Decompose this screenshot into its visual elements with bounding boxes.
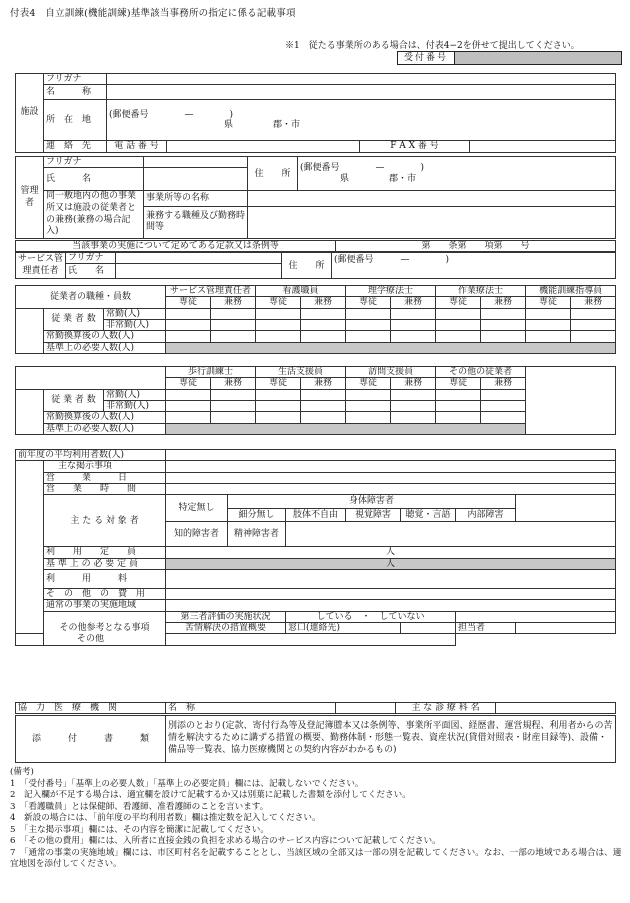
role-header: 作業療法士 [436, 286, 526, 297]
main-items-heading: 主な掲示事項 [44, 461, 166, 472]
shitai-label[interactable]: 肢体不自由 [286, 508, 346, 522]
capacity-label: 利 用 定 員 [44, 547, 166, 558]
required-grey-field [166, 342, 616, 353]
manager-city: 郡・市 [389, 173, 417, 184]
facility-furigana-label: フリガナ [44, 74, 107, 85]
facility-contact-label: 連 絡 先 [44, 141, 107, 152]
remark-item: 3 「看護職員」とは保健師、看護師、准看護師のことを言います。 [10, 801, 269, 812]
parttime-label: 非常勤(人) [104, 401, 166, 412]
window-label: 窓口(連絡先) [286, 623, 401, 634]
kenmu-label: 兼務 [391, 297, 436, 308]
kenmu-label: 兼務 [571, 297, 616, 308]
third-party-value[interactable]: している ・ していない [286, 611, 456, 622]
remark-item: 6 「その他の費用」欄には、入所者に直接金銭の負担を求める場合のサービス内容について記載してください。 [10, 836, 441, 847]
remark-item: 5 「主な掲示事項」欄には、その内容を簡潔に記載してください。 [10, 824, 269, 835]
required-grey-field [166, 423, 526, 434]
facility-address-field[interactable] [107, 100, 616, 141]
service-manager-address-field[interactable] [332, 253, 616, 279]
fte-label: 常勤換算後の人数(人) [44, 331, 166, 342]
facility-name-field[interactable] [107, 85, 616, 100]
remark-item: 1 「受付番号」「基準上の必要人数」「基準上の必要定員」欄には、記載しないでください。 [10, 778, 364, 789]
service-manager-furigana-field[interactable] [116, 253, 282, 264]
service-manager-name-label: 氏 名 [66, 264, 116, 279]
staff-table-1 [15, 285, 616, 354]
third-party-label: 第三者評価の実施状況 [166, 611, 286, 622]
service-manager-name-field[interactable] [116, 264, 282, 279]
fulltime-label: 常勤(人) [104, 308, 166, 319]
manager-job-role-label: 兼務する職種及び勤務時間等 [144, 206, 248, 239]
facility-city: 郡・市 [273, 120, 301, 131]
senju-label: 専従 [166, 378, 211, 389]
staff-heading: 従業者の職種・員数 [16, 286, 166, 309]
target-label: 主 た る 対 象 者 [44, 495, 166, 547]
chiteki-label[interactable]: 知的障害者 [166, 522, 228, 547]
manager-postal: (郵便番号 — ) [300, 163, 425, 174]
area-label: 通常の事業の実施地域 [44, 600, 166, 611]
manager-address-label: 住 所 [248, 157, 298, 191]
senju-label: 専従 [436, 378, 481, 389]
facility-furigana-field[interactable] [107, 74, 616, 85]
service-manager-table [15, 252, 616, 279]
avg-users-label: 前年度の平均利用者数(人) [16, 450, 166, 461]
manager-job-name-field[interactable] [248, 191, 616, 206]
manager-job-name-label: 事業所等の名称 [144, 191, 248, 206]
shikaku-label[interactable]: 視覚障害 [346, 508, 401, 522]
fee-label: 利 用 料 [44, 570, 166, 589]
hours-label: 営 業 時 間 [44, 484, 166, 495]
form-title: 付表4 自立訓練(機能訓練)基準該当事務所の指定に係る記載事項 [10, 8, 296, 19]
tokutei-label[interactable]: 特定無し [166, 495, 228, 522]
remarks-title: (備考) [10, 767, 34, 777]
naibu-label[interactable]: 内部障害 [456, 508, 516, 522]
manager-address-field[interactable] [298, 157, 616, 191]
teikan-article[interactable]: 第 条第 項第 号 [336, 241, 616, 252]
coop-dept-label: 主 な 診 療 科 名 [396, 703, 496, 714]
reception-number-box [397, 51, 622, 65]
attach-text: 別添のとおり(定款、寄付行為等及登記簿謄本又は条例等、事業所平面図、経歴書、運営規程、利用者からの苦情を解決するために講ずる措置の概要、勤務体制・形態一覧表、資産状況(貸借対照表・財産目録等)、設備・備品等一覧表、協力医療機関との契約内容がわかるもの) [166, 716, 616, 763]
remark-item: 4 新設の場合には、「前年度の平均利用者数」欄は推定数を記入してください。 [10, 813, 321, 824]
service-manager-postal: (郵便番号 — ) [334, 254, 450, 265]
reception-number-field [455, 52, 622, 65]
required-label: 基準上の必要人数(人) [44, 423, 166, 434]
manager-other-job-label: 同一敷地内の他の事業所又は施設の従業者との兼務(兼務の場合記入) [44, 191, 144, 239]
bunrui-label[interactable]: 細分無し [228, 508, 286, 522]
manager-table [15, 156, 616, 239]
manager-name-label: 氏 名 [44, 168, 144, 191]
senju-label: 専従 [256, 297, 301, 308]
facility-table [15, 73, 616, 153]
service-manager-label: サービス管理責任者 [16, 253, 66, 279]
attach-table [15, 715, 616, 763]
person-label: 担当者 [456, 623, 516, 634]
facility-postal: (郵便番号 — ) [109, 110, 234, 120]
attachment-note: ※1 従たる事業所のある場合は、付表4−2を併せて提出してください。 [285, 41, 580, 51]
coop-name-label: 名 称 [166, 703, 336, 714]
teikan-label: 当該事業の実施について定めてある定款又は条例等 [16, 241, 336, 252]
manager-furigana-label: フリガナ [44, 157, 144, 168]
kenmu-label: 兼務 [301, 297, 346, 308]
other-label: その他 [16, 634, 166, 645]
hours-field[interactable] [166, 484, 616, 495]
std-capacity-unit: 人 [166, 558, 616, 569]
attach-label: 添 付 書 類 [16, 716, 166, 763]
facility-section-label: 施設 [16, 74, 44, 153]
facility-fax-field[interactable] [470, 141, 616, 152]
area-field[interactable] [166, 600, 616, 611]
service-manager-furigana-label: フリガナ [66, 253, 116, 264]
manager-furigana-field[interactable] [144, 157, 248, 168]
role-header: 生活支援員 [256, 367, 346, 378]
other-fee-label: そ の 他 の 費 用 [44, 589, 166, 600]
coop-label: 協 力 医 療 機 関 [16, 703, 166, 714]
fte-label: 常勤換算後の人数(人) [44, 412, 166, 423]
facility-tel-field[interactable] [167, 141, 360, 152]
senju-label: 専従 [346, 378, 391, 389]
role-header: 理学療法士 [346, 286, 436, 297]
avg-users-field[interactable] [166, 450, 616, 461]
other-fee-field[interactable] [166, 589, 616, 600]
reception-number-label: 受付番号 [398, 52, 455, 65]
fulltime-label: 常勤(人) [104, 389, 166, 400]
senju-label: 専従 [346, 297, 391, 308]
facility-pref: 県 [224, 120, 234, 131]
staff-count-label: 従 業 者 数 [44, 389, 104, 412]
senju-label: 専従 [166, 297, 211, 308]
facility-tel-label: 電 話 番 号 [107, 141, 167, 152]
seishin-label[interactable]: 精神障害者 [228, 522, 286, 547]
kenmu-label: 兼務 [211, 378, 256, 389]
fee-field[interactable] [166, 570, 616, 589]
coop-table [15, 702, 616, 714]
staff-table-2 [15, 366, 616, 435]
role-header: その他の従業者 [436, 367, 526, 378]
staff-count-label: 従 業 者 数 [44, 308, 104, 331]
facility-name-label: 名 称 [44, 85, 107, 100]
remarks [10, 767, 622, 871]
role-header: 歩行訓練士 [166, 367, 256, 378]
senju-label: 専従 [526, 297, 571, 308]
days-label: 営 業 日 [44, 472, 166, 483]
capacity-unit[interactable]: 人 [166, 547, 616, 558]
shintai-label[interactable]: 身体障害者 [228, 495, 516, 509]
role-header: 機能訓練指導員 [526, 286, 616, 297]
manager-name-field[interactable] [144, 168, 248, 191]
senju-label: 専従 [256, 378, 301, 389]
facility-fax-label: F A X 番 号 [360, 141, 470, 152]
kenmu-label: 兼務 [301, 378, 346, 389]
role-header: 看護職員 [256, 286, 346, 297]
remark-item: 2 記入欄が不足する場合は、適宜欄を設けて記載するか又は別葉に記載した書類を添付してください。 [10, 790, 411, 801]
service-manager-address-label: 住 所 [282, 253, 332, 279]
remark-item: 7 「通常の事業の実施地域」欄には、市区町村名を記載することとし、当該区域の全部又は一部の別を記載してください。なお、一部の地域である場合は、適宜地図を添付してください。 [10, 847, 622, 870]
parttime-label: 非常勤(人) [104, 320, 166, 331]
ref-label: その他参考となる事項 [44, 611, 166, 645]
kenmu-label: 兼務 [391, 378, 436, 389]
facility-address-label: 所 在 地 [44, 100, 107, 141]
kenmu-label: 兼務 [481, 297, 526, 308]
teikan-table [15, 240, 616, 252]
choukaku-label[interactable]: 聴覚・言語 [401, 508, 456, 522]
senju-label: 専従 [436, 297, 481, 308]
manager-section-label: 管理者 [16, 157, 44, 239]
days-field[interactable] [166, 472, 616, 483]
required-label: 基準上の必要人数(人) [44, 342, 166, 353]
manager-job-role-field[interactable] [248, 206, 616, 239]
complaint-label: 苦情解決の措置概要 [166, 623, 286, 634]
std-capacity-label: 基 準 上 の 必 要 定 員 [44, 558, 166, 569]
manager-pref: 県 [340, 173, 350, 184]
kenmu-label: 兼務 [481, 378, 526, 389]
role-header: サービス管理責任者 [166, 286, 256, 297]
role-header: 訪問支援員 [346, 367, 436, 378]
kenmu-label: 兼務 [211, 297, 256, 308]
main-items-table [15, 449, 616, 646]
